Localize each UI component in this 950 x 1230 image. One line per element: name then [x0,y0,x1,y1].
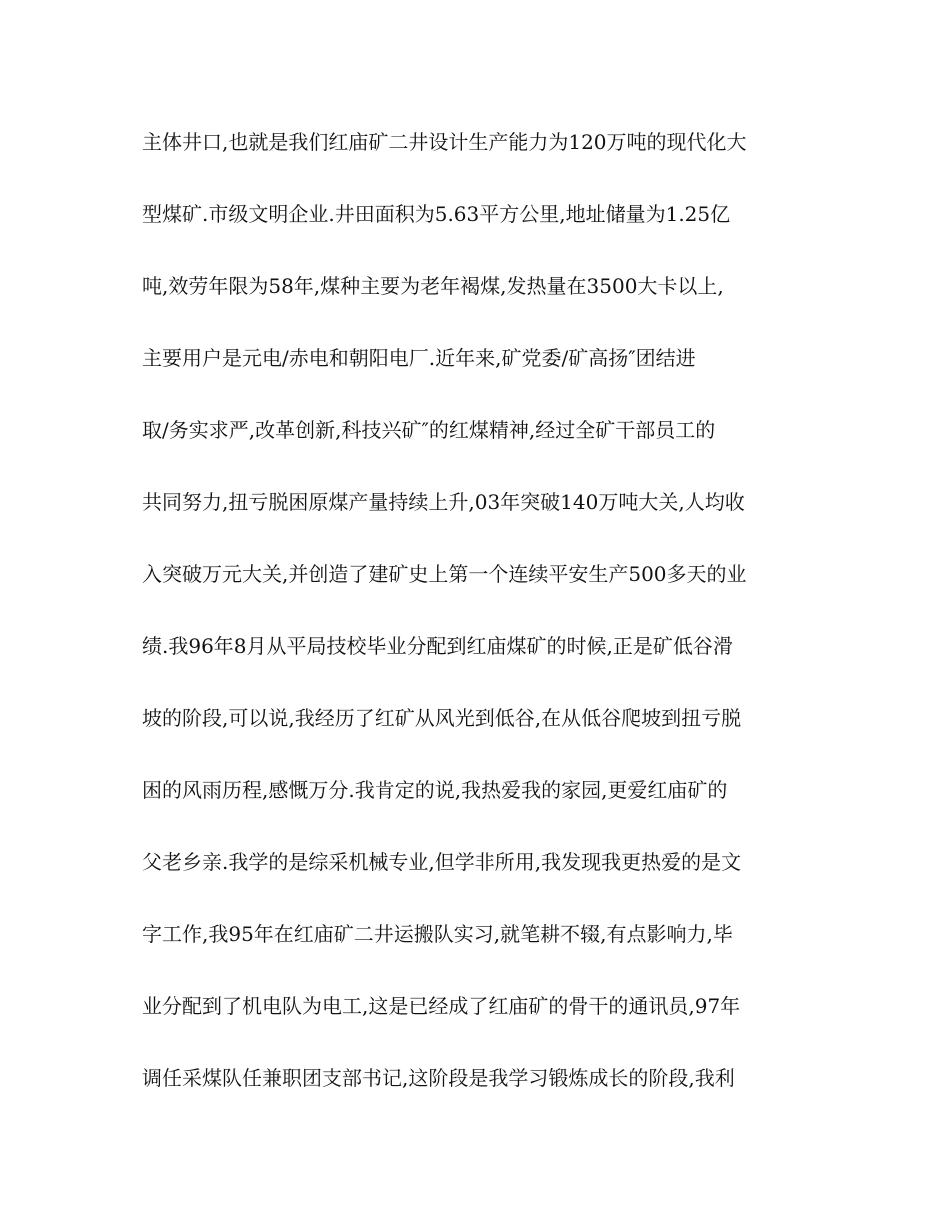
text-line-10: 困的风雨历程,感慨万分.我肯定的说,我热爱我的家园,更爱红庙矿的 [142,778,728,802]
text-line-13: 业分配到了机电队为电工,这是已经成了红庙矿的骨干的通讯员,97年 [142,994,741,1018]
text-line-5: 取/务实求严,改革创新,科技兴矿″的红煤精神,经过全矿干部员工的 [142,418,716,442]
text-line-2: 型煤矿.市级文明企业.井田面积为5.63平方公里,地址储量为1.25亿 [142,202,731,226]
text-line-14: 调任采煤队任兼职团支部书记,这阶段是我学习锻炼成长的阶段,我利 [142,1066,735,1090]
text-line-6: 共同努力,扭亏脱困原煤产量持续上升,03年突破140万吨大关,人均收 [142,490,745,514]
text-line-11: 父老乡亲.我学的是综采机械专业,但学非所用,我发现我更热爱的是文 [142,850,742,874]
text-line-7: 入突破万元大关,并创造了建矿史上第一个连续平安生产500多天的业 [142,562,747,586]
body-paragraph [142,122,822,1130]
text-line-9: 坡的阶段,可以说,我经历了红矿从风光到低谷,在从低谷爬坡到扭亏脱 [142,706,742,730]
text-line-4: 主要用户是元电/赤电和朝阳电厂.近年来,矿党委/矿高扬″团结进 [142,346,696,370]
text-line-8: 绩.我96年8月从平局技校毕业分配到红庙煤矿的时候,正是矿低谷滑 [142,634,733,658]
text-line-3: 吨,效劳年限为58年,煤种主要为老年褐煤,发热量在3500大卡以上, [142,274,724,298]
text-line-1: 主体井口,也就是我们红庙矿二井设计生产能力为120万吨的现代化大 [142,130,747,154]
text-line-12: 字工作,我95年在红庙矿二井运搬队实习,就笔耕不辍,有点影响力,毕 [142,922,733,946]
